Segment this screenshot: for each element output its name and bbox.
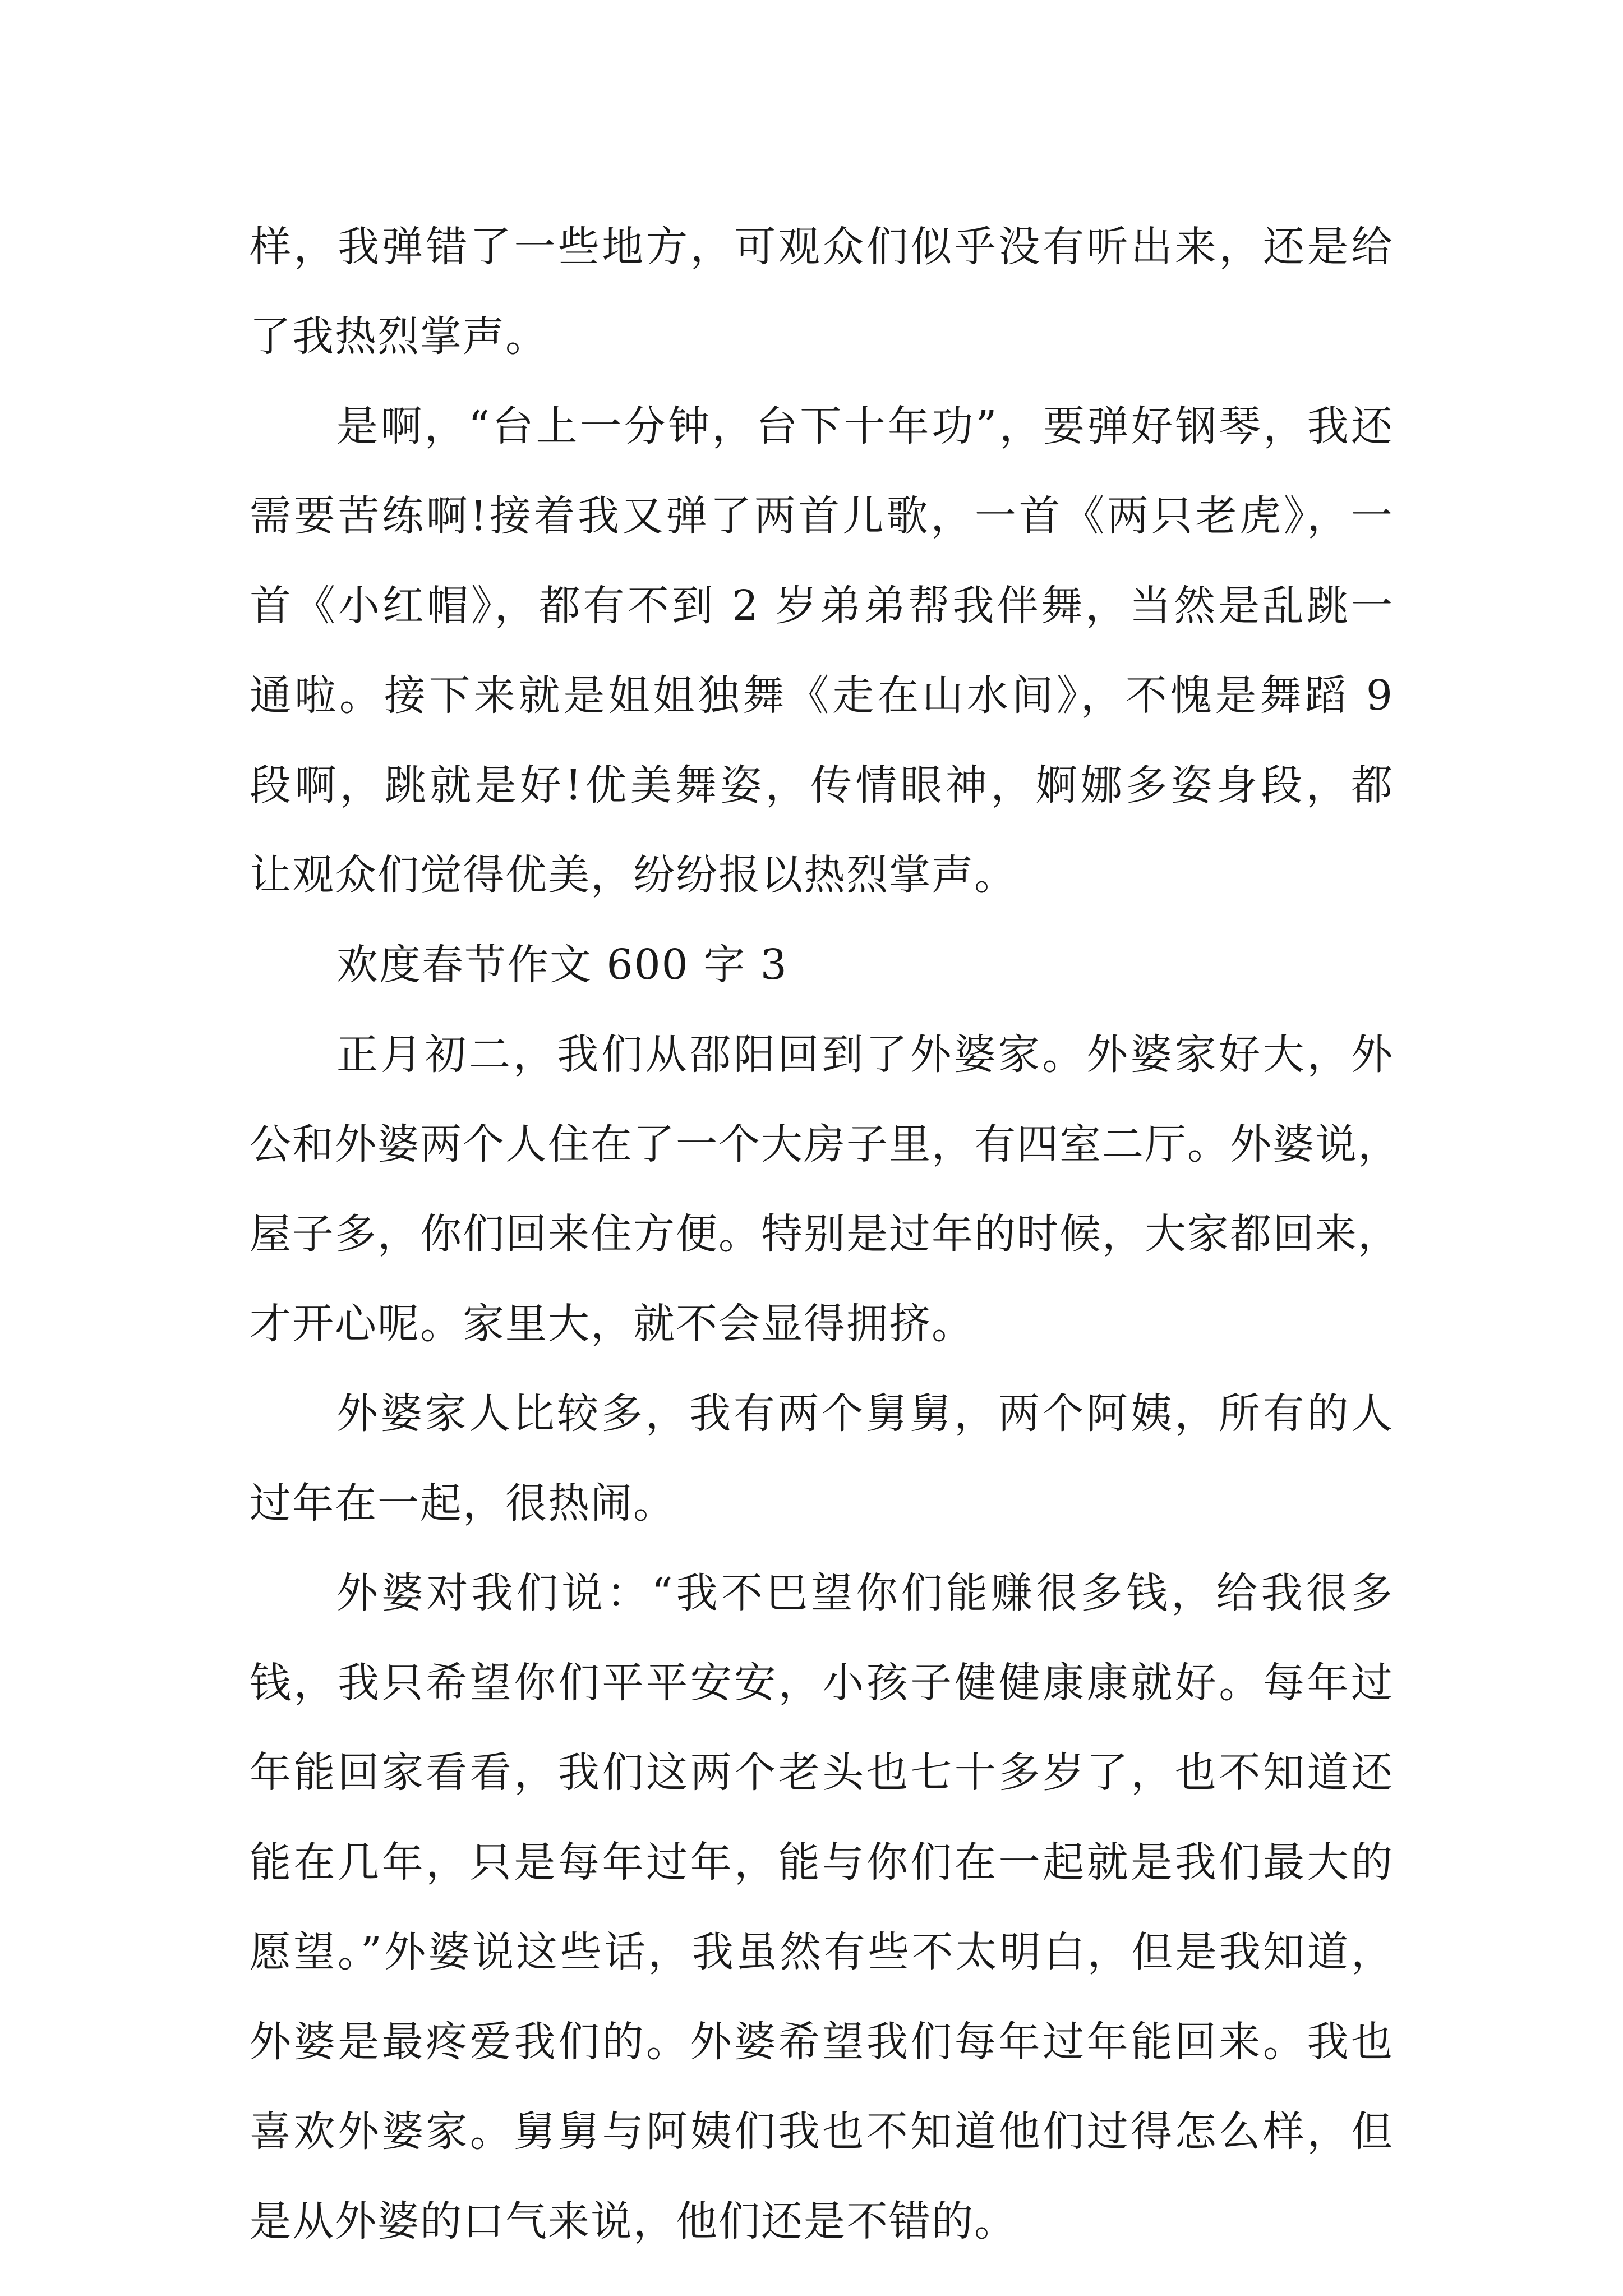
text-line: 通啦。接下来就是姐姐独舞《走在山水间》，不愧是舞蹈 9 [250,671,1394,720]
section-heading: 欢度春节作文 600 字 3 [336,941,788,989]
text-line: 首《小红帽》，都有不到 2 岁弟弟帮我伴舞，当然是乱跳一 [250,582,1394,630]
text-line: 愿望。”外婆说这些话，我虽然有些不太明白，但是我知道， [250,1928,1394,1976]
text-line: 才开心呢。家里大，就不会显得拥挤。 [250,1300,974,1348]
text-line: 让观众们觉得优美，纷纷报以热烈掌声。 [250,851,1017,899]
text-line: 外婆家人比较多，我有两个舅舅，两个阿姨，所有的人 [336,1389,1394,1438]
text-line: 能在几年，只是每年过年，能与你们在一起就是我们最大的 [250,1838,1394,1887]
text-line: 正月初二，我们从邵阳回到了外婆家。外婆家好大，外 [336,1030,1394,1079]
text-line: 外婆是最疼爱我们的。外婆希望我们每年过年能回来。我也 [250,2018,1394,2066]
text-line: 年能回家看看，我们这两个老头也七十多岁了，也不知道还 [250,1749,1394,1797]
text-line: 公和外婆两个人住在了一个大房子里，有四室二厅。外婆说， [250,1120,1400,1168]
text-line: 外婆对我们说：“我不巴望你们能赚很多钱，给我很多 [336,1569,1394,1617]
text-line: 喜欢外婆家。舅舅与阿姨们我也不知道他们过得怎么样，但 [250,2108,1394,2156]
text-line: 段啊，跳就是好!优美舞姿，传情眼神，婀娜多姿身段，都 [250,761,1394,809]
text-line: 样，我弹错了一些地方，可观众们似乎没有听出来，还是给 [250,223,1394,271]
text-line: 是从外婆的口气来说，他们还是不错的。 [250,2197,1017,2246]
text-line: 需要苦练啊!接着我又弹了两首儿歌，一首《两只老虎》，一 [250,492,1394,540]
text-line: 是啊，“台上一分钟，台下十年功”，要弹好钢琴，我还 [336,402,1394,450]
text-line: 钱，我只希望你们平平安安，小孩子健健康康就好。每年过 [250,1659,1394,1707]
text-line: 屋子多，你们回来住方便。特别是过年的时候，大家都回来， [250,1210,1400,1258]
text-line: 了我热烈掌声。 [250,312,548,361]
text-line: 过年在一起，很热闹。 [250,1479,676,1527]
